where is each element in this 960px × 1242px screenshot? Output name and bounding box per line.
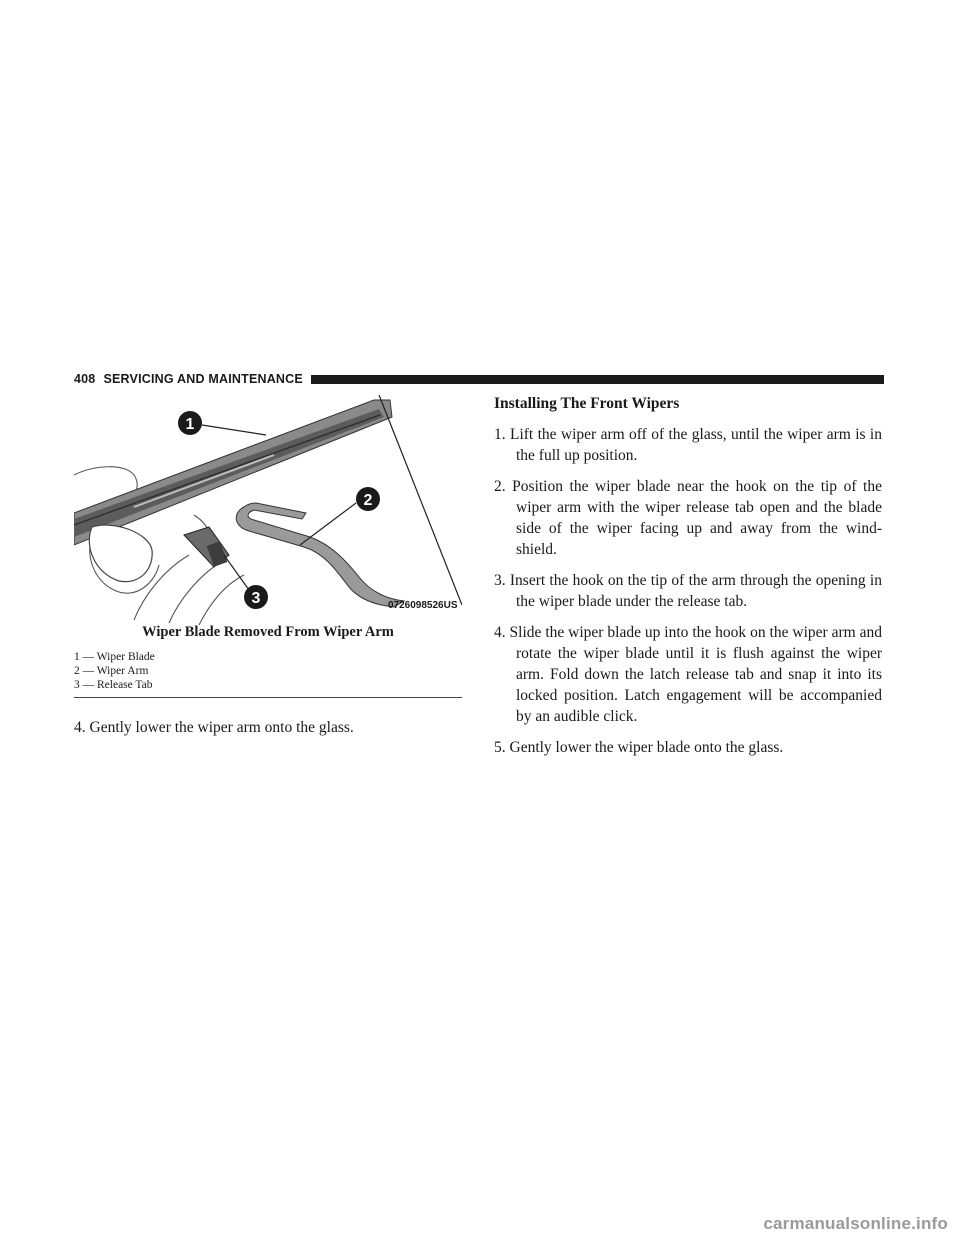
wiper-blade-shape [74,400,392,545]
header-rule [311,375,884,384]
callout-1-label: 1 [185,416,195,433]
legend-item: 2 — Wiper Arm [74,665,149,677]
install-step: 2. Position the wiper blade near the hook on the tip of the wiper arm with the wiper release tab open and the blade side of the wiper facing up and away from the wind-shield. [494,478,882,558]
installation-section [494,393,882,768]
legend-item: 1 — Wiper Blade [74,651,155,663]
figure-caption: Wiper Blade Removed From Wiper Arm [142,624,394,640]
install-step: 5. Gently lower the wiper blade onto the glass. [494,739,784,756]
install-step: 3. Insert the hook on the tip of the arm through the opening in the wiper blade under the release tab. [494,572,882,610]
watermark-link[interactable]: carmanualsonline.info [763,1214,948,1233]
legend-item: 3 — Release Tab [74,679,153,691]
thumb-shape [89,525,152,582]
callout-2-label: 2 [363,492,373,509]
release-tab-shape [184,527,229,567]
wiper-illustration [74,395,462,625]
page-header [74,372,884,386]
section-title: SERVICING AND MAINTENANCE [103,372,303,386]
image-code: 0726098526US [388,600,458,611]
callout-3-label: 3 [251,590,261,607]
figure-legend [74,650,462,692]
install-step: 1. Lift the wiper arm off of the glass, until the wiper arm is in the full up position. [494,426,882,464]
legend-divider [74,697,462,698]
wiper-figure [74,395,462,625]
install-step: 4. Slide the wiper blade up into the hook on the wiper arm and rotate the wiper blade until it is flush against the wiper arm. Fold down the latch release tab and snap it into its locked position. Latch engagement will be accompanied by an audible click. [494,624,882,725]
page-number: 408 [74,372,96,386]
section-heading: Installing The Front Wipers [494,395,680,412]
removal-step-4: 4. Gently lower the wiper arm onto the glass. [74,719,354,736]
